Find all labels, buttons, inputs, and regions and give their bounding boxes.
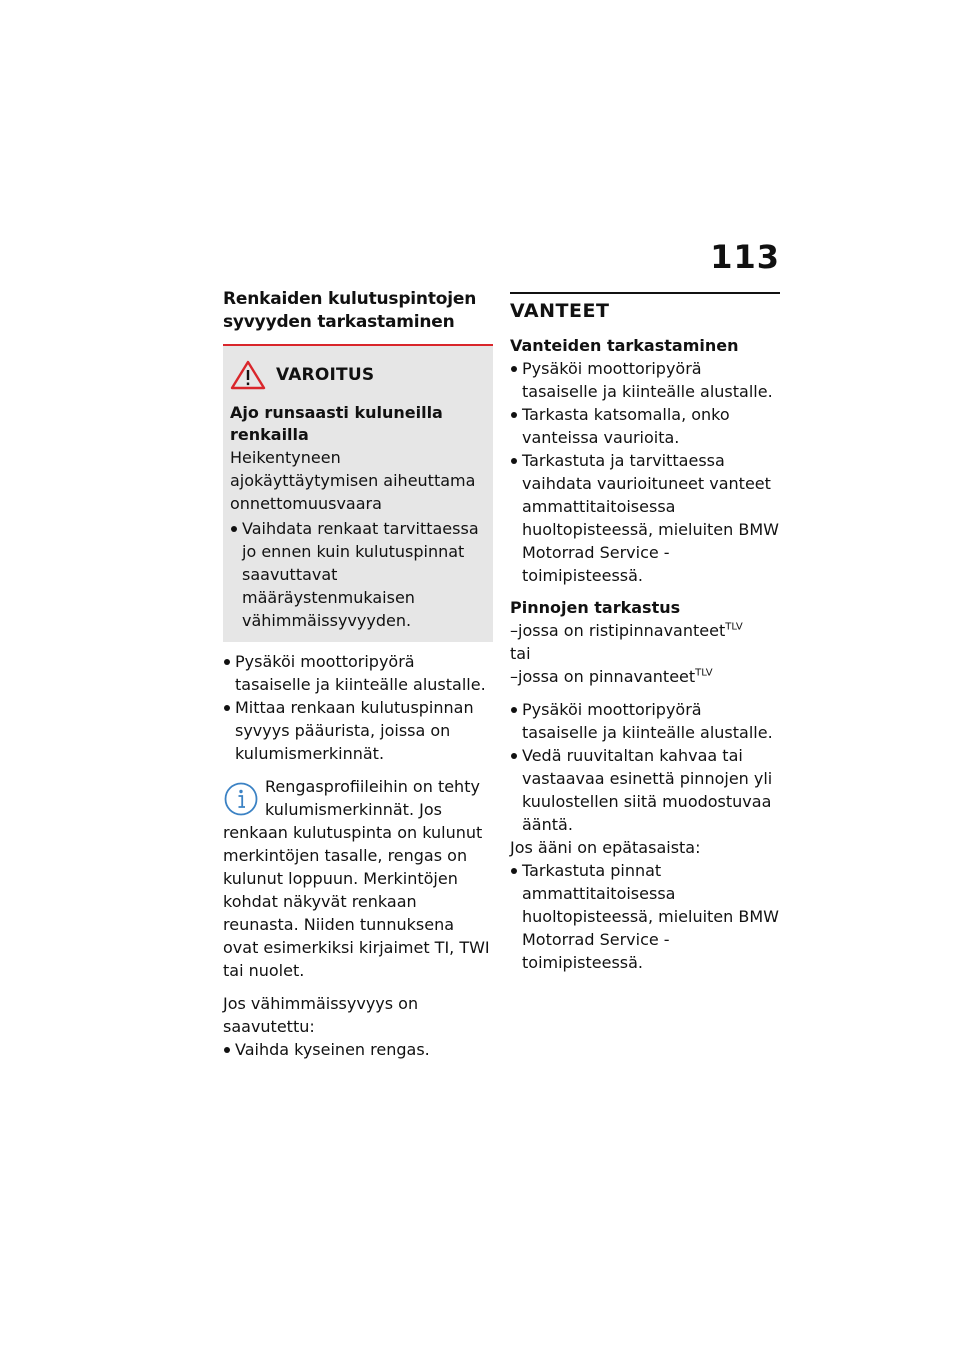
section-heading-tread-depth: Renkaiden kulutuspintojen syvyyden tarkastaminen bbox=[223, 288, 493, 346]
warning-triangle-icon bbox=[230, 360, 266, 390]
variant-or: tai bbox=[510, 644, 531, 663]
warning-label: VAROITUS bbox=[276, 365, 375, 385]
tlv-superscript: TLV bbox=[695, 667, 713, 679]
final-steps-list bbox=[223, 1038, 493, 1061]
warning-bullet: Vaihdata renkaat tarvittaessa jo ennen kuin kulutuspinnat saavuttavat määräystenmukaisen vähimmäissyvyyden. bbox=[230, 517, 485, 632]
list-item: Tarkasta katsomalla, onko vanteissa vaurioita. bbox=[510, 403, 780, 449]
spokes-check-heading: Pinnojen tarkastus bbox=[510, 598, 681, 617]
variant-spoke bbox=[510, 665, 780, 688]
list-item: Tarkastuta ja tarvittaessa vaihdata vaurioituneet vanteet ammattitaitoisessa huoltopisteessä, mieluiten BMW Motorrad Service -toimipisteessä. bbox=[510, 449, 780, 587]
tread-steps-list bbox=[223, 650, 493, 765]
left-column bbox=[223, 288, 493, 1061]
variant-cross-spoke bbox=[510, 619, 780, 642]
warning-text: Heikentyneen ajokäyttäytymisen aiheuttama onnettomuusvaara bbox=[230, 448, 476, 513]
rims-check-heading: Vanteiden tarkastaminen bbox=[510, 336, 739, 355]
info-icon bbox=[223, 781, 259, 817]
list-item: Tarkastuta pinnat ammattitaitoisessa huoltopisteessä, mieluiten BMW Motorrad Service -toimipisteessä. bbox=[510, 859, 780, 974]
info-note bbox=[223, 775, 493, 982]
list-item: Mittaa renkaan kulutuspinnan syvyys pääurista, joissa on kulumismerkinnät. bbox=[223, 696, 493, 765]
info-text: Rengasprofiileihin on tehty kulumismerkinnät. Jos renkaan kulutuspinta on kulunut merkintöjen tasalle, rengas on kulunut loppuun. Merkintöjen kohdat näkyvät renkaan reunasta. Niiden tunnuksena ovat esimerkiksi kirjaimet TI, TWI tai nuolet. bbox=[223, 777, 490, 980]
variant-text: –jossa on pinnavanteet bbox=[510, 667, 696, 686]
list-item: Pysäköi moottoripyörä tasaiselle ja kiinteälle alustalle. bbox=[510, 698, 780, 744]
warning-subtitle: Ajo runsaasti kuluneilla renkailla bbox=[230, 403, 443, 444]
warning-box bbox=[223, 346, 493, 642]
list-item: Pysäköi moottoripyörä tasaiselle ja kiinteälle alustalle. bbox=[510, 357, 780, 403]
warning-bullet-list bbox=[230, 517, 485, 632]
page-number: 113 bbox=[710, 238, 780, 276]
rims-steps-list bbox=[510, 357, 780, 587]
spokes-condition-text: Jos ääni on epätasaista: bbox=[510, 838, 701, 857]
tlv-superscript: TLV bbox=[725, 621, 743, 633]
variant-text: –jossa on ristipinnavanteet bbox=[510, 621, 726, 640]
condition-text: Jos vähimmäissyvyys on saavutettu: bbox=[223, 994, 419, 1036]
chapter-title: VANTEET bbox=[510, 292, 780, 322]
list-item: Vaihda kyseinen rengas. bbox=[223, 1038, 493, 1061]
spokes-steps-list bbox=[510, 698, 780, 836]
list-item: Vedä ruuvitaltan kahvaa tai vastaavaa esinettä pinnojen yli kuulostellen siitä muodostuvaa ääntä. bbox=[510, 744, 780, 836]
warning-header bbox=[230, 360, 485, 390]
list-item: Pysäköi moottoripyörä tasaiselle ja kiinteälle alustalle. bbox=[223, 650, 493, 696]
right-column bbox=[510, 292, 780, 974]
spokes-final-steps-list bbox=[510, 859, 780, 974]
